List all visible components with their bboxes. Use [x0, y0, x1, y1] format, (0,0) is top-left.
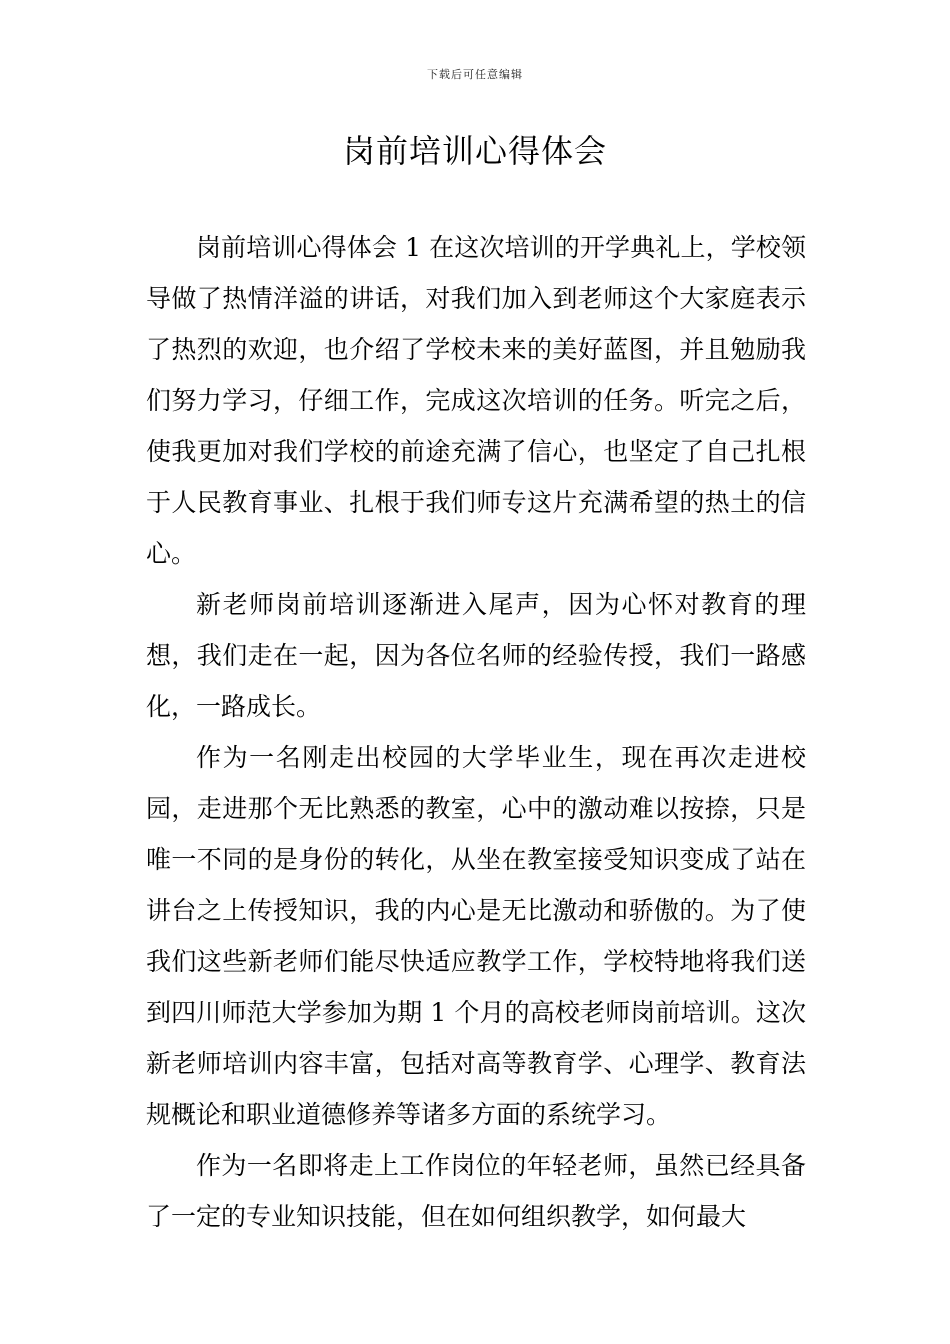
document-body: [146, 222, 806, 1242]
paragraph-3: 作为一名刚走出校园的大学毕业生，现在再次走进校园，走进那个无比熟悉的教室，心中的激动难以按捺，只是唯一不同的是身份的转化，从坐在教室接受知识变成了站在讲台之上传授知识，我的内心是无比激动和骄傲的。为了使我们这些新老师们能尽快适应教学工作，学校特地将我们送到四川师范大学参加为期 1 个月的高校老师岗前培训。这次新老师培训内容丰富，包括对高等教育学、心理学、教育法规概论和职业道德修养等诸多方面的系统学习。: [146, 743, 806, 1129]
paragraph-1: 岗前培训心得体会 1 在这次培训的开学典礼上，学校领导做了热情洋溢的讲话，对我们加入到老师这个大家庭表示了热烈的欢迎，也介绍了学校未来的美好蓝图，并且勉励我们努力学习，仔细工作，完成这次培训的任务。听完之后，使我更加对我们学校的前途充满了信心，也坚定了自己扎根于人民教育事业、扎根于我们师专这片充满希望的热土的信心。: [146, 233, 806, 568]
document-title: 岗前培训心得体会: [342, 132, 607, 170]
header-note: 下载后可任意编辑: [427, 68, 523, 81]
paragraph-4: 作为一名即将走上工作岗位的年轻老师，虽然已经具备了一定的专业知识技能，但在如何组织教学，如何最大: [146, 1151, 806, 1231]
paragraph-2: 新老师岗前培训逐渐进入尾声，因为心怀对教育的理想，我们走在一起，因为各位名师的经验传授，我们一路感化，一路成长。: [146, 590, 806, 721]
